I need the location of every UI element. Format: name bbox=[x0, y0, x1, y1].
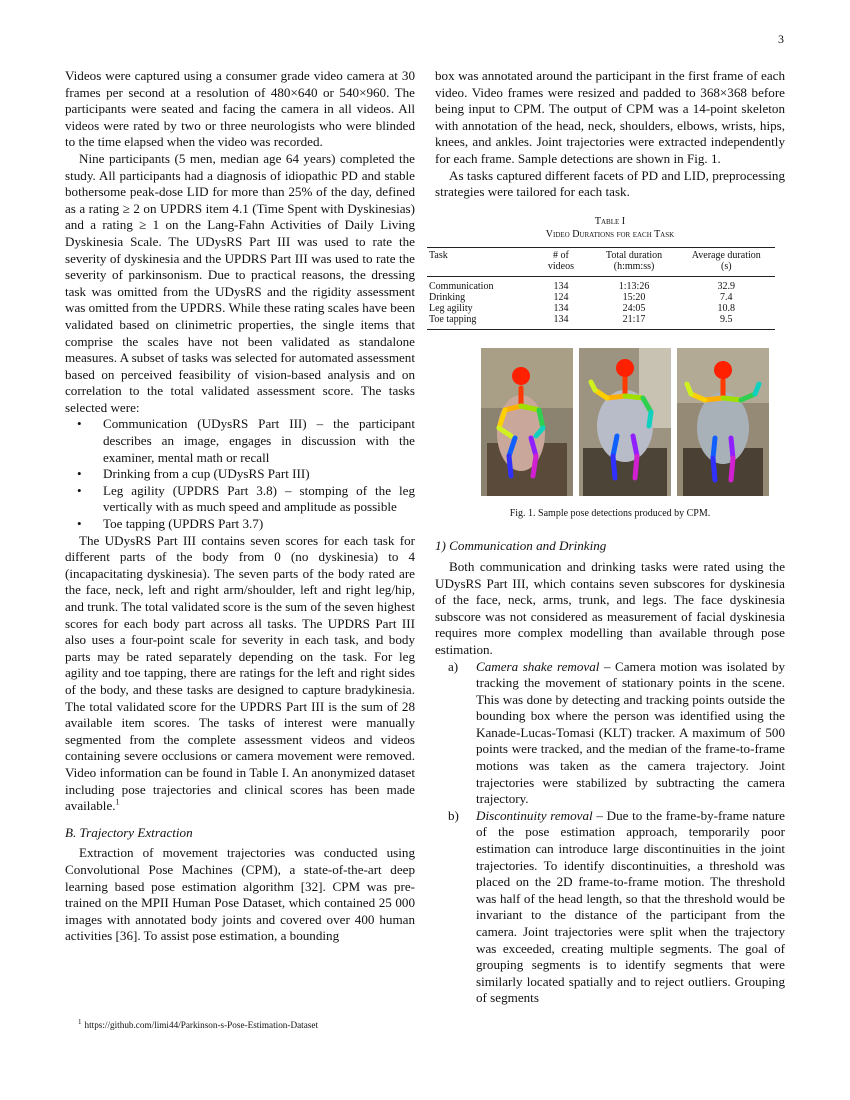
column-header: Average duration (s) bbox=[678, 247, 775, 276]
step-text: – Camera motion was isolated by tracking the movement of stationary points in the scene. This was done by detecting and tracking points outside the bounding box where the person was identified using the Kanade-Lucas-Tomasi (KLT) tracker. A maximum of 500 points were tracked, and the median of the frame-to-frame motions was taken as the camera trajectory. Joint trajectories were stabilized by subtracting the camera trajectory. bbox=[476, 658, 785, 807]
table-cell: Drinking bbox=[429, 291, 466, 303]
figure-1 bbox=[481, 348, 785, 496]
list-item: • Drinking from a cup (UDysRS Part III) bbox=[103, 466, 415, 483]
page-number: 3 bbox=[778, 32, 784, 46]
table-cell: 7.4 bbox=[720, 291, 733, 303]
footnote-link[interactable]: https://github.com/limi44/Parkinson-s-Pose-Estimation-Dataset bbox=[84, 1020, 318, 1031]
pose-photo-1 bbox=[481, 348, 573, 496]
section-heading: 1) Communication and Drinking bbox=[435, 538, 607, 554]
paragraph bbox=[65, 533, 415, 815]
table-row bbox=[427, 303, 775, 314]
column-header: # of videos bbox=[531, 247, 590, 276]
step-list bbox=[435, 659, 785, 1007]
table-cell: 10.8 bbox=[717, 302, 736, 314]
table-cell: 9.5 bbox=[678, 314, 775, 330]
paragraph: Extraction of movement trajectories was conducted using Convolutional Pose Machines (CPM), a state-of-the-art deep learning based pose estimation algorithm [32]. CPM was pre-trained on the MPII Human Pose Dataset, which contained 25 000 images with annotated body joints and covered over 400 human activities [36]. To assist pose estimation, a bounding bbox=[65, 845, 415, 944]
step-title: Discontinuity removal bbox=[476, 807, 593, 823]
paragraph: Videos were captured using a consumer grade video camera at 30 frames per second at a resolution of 480×640 or 540×960. The participants were seated and facing the camera in all videos. All videos were rated by two or three neurologists who were blinded to the time elapsed when the video was recorded. bbox=[65, 68, 415, 150]
pose-photo-3 bbox=[677, 348, 769, 496]
table-row bbox=[427, 292, 775, 303]
footnote-mark: 1 bbox=[115, 797, 120, 807]
table-cell: Toe tapping bbox=[427, 314, 531, 330]
column-header: Task bbox=[427, 247, 531, 276]
table-cell: 32.9 bbox=[717, 280, 736, 292]
footnote bbox=[78, 1018, 318, 1030]
pose-photo-2 bbox=[579, 348, 671, 496]
table-cell: 134 bbox=[553, 280, 569, 292]
table-header-row bbox=[427, 247, 775, 276]
footnote-mark: 1 bbox=[78, 1018, 82, 1026]
section-heading: B. Trajectory Extraction bbox=[65, 824, 193, 840]
step-title: Camera shake removal bbox=[476, 658, 600, 674]
paragraph: box was annotated around the participant in the first frame of each video. Video frames were resized and padded to 368×368 before being input to CPM. The output of CPM was a 14-point skeleton with annotation of the head, neck, shoulders, elbows, wrists, hips, knees, and ankles. Joint trajectories were extracted independently for each frame. Sample detections are shown in Fig. 1. bbox=[435, 68, 785, 166]
list-item bbox=[448, 658, 785, 808]
list-item bbox=[448, 807, 785, 1007]
list-label: a) bbox=[448, 658, 459, 674]
table-cell: 124 bbox=[553, 291, 569, 303]
paragraph-text: The UDysRS Part III contains seven scores for each task for different parts of the body from 0 (no dyskinesia) to 4 (incapacitating dyskinesia). The seven parts of the body rated are the face, neck, left and right arm/shoulder, left and right leg/hip, and trunk. The total validated score is the sum of the seven highest scores for each body part across all tasks. The UPDRS Part III also uses a four-point scale for severity in each task, and body parts may be rated separately depending on the task. For leg agility and toe tapping, there are ratings for the left and right sides of the body, and these tasks are designed to capture bradykinesia. The total validated score for the UPDRS Part III is the sum of 28 available item scores. The tasks of interest were manually segmented from the complete assessment videos and videos containing severe occlusions or camera movement were removed. Video information can be found in Table I. An anonymized dataset including pose trajectories and clinical scores has been made available. bbox=[65, 532, 415, 814]
table-cell: Communication bbox=[429, 280, 494, 292]
list-label: b) bbox=[448, 807, 459, 823]
table-cell: 24:05 bbox=[622, 302, 646, 314]
list-item: • Communication (UDysRS Part III) – the participant describes an image, engages in discussion with the examiner, mental math or recall bbox=[103, 416, 415, 466]
table-cell: 134 bbox=[531, 314, 590, 330]
table-cell: 15:20 bbox=[622, 291, 646, 303]
table-row bbox=[427, 276, 775, 292]
figure-caption: Fig. 1. Sample pose detections produced by CPM. bbox=[509, 507, 711, 519]
list-item: • Leg agility (UPDRS Part 3.8) – stomping of the leg vertically with as much speed and amplitude as possible bbox=[103, 483, 415, 516]
paragraph: As tasks captured different facets of PD and LID, preprocessing strategies were tailored for each task. bbox=[435, 167, 785, 200]
paragraph: Both communication and drinking tasks were rated using the UDysRS Part III, which contains seven subscores for dyskinesia of the face, neck, arms, trunk, and legs. The face dyskinesia subscore was not considered as measurement of facial dyskinesia requires more complex modelling than available through pose estimation. bbox=[435, 558, 785, 657]
paragraph: Nine participants (5 men, median age 64 years) completed the study. All participants had a diagnosis of idiopathic PD and stable bothersome peak-dose LID for more than 25% of the day, defined as a rating ≥ 2 on UPDRS item 4.1 (Time Spent with Dyskinesias) and a rating ≥ 1 on the Lang-Fahn Activities of Daily Living Dyskinesia Scale. The UDysRS Part III was used to rate the severity of dyskinesia and the UPDRS Part III was used to rate the severity of parkinsonism. Due to practical reasons, the dressing task was omitted from the UDysRS and the rigidity assessment was omitted from the UPDRS. While these rating scales have been validated based on clinimetric properties, the single items that comprise the scales have not been validated as standalone measures. A subset of tasks was selected for automated assessment based on perceived feasibility of vision-based analysis and on correlation to the total validated assessment score. The tasks selected were: bbox=[65, 150, 415, 415]
table-cell: 134 bbox=[553, 302, 569, 314]
left-column bbox=[65, 68, 415, 945]
table-cell: Leg agility bbox=[429, 302, 473, 314]
task-list bbox=[65, 416, 415, 532]
duration-table bbox=[427, 247, 775, 330]
table-cell: 1:13:26 bbox=[618, 280, 650, 292]
table-label: Table I bbox=[594, 215, 626, 227]
right-column bbox=[429, 68, 785, 1007]
column-header: Total duration (h:mm:ss) bbox=[591, 247, 678, 276]
table-cell: 21:17 bbox=[591, 314, 678, 330]
table-row bbox=[427, 314, 775, 330]
list-item: • Toe tapping (UPDRS Part 3.7) bbox=[103, 516, 415, 533]
table-caption bbox=[435, 215, 785, 241]
table-title: Video Durations for each Task bbox=[545, 228, 675, 240]
step-text: – Due to the frame-by-frame nature of the pose estimation approach, temporarily poor estimation can introduce large discontinuities in the joint trajectories. To identify discontinuities, a threshold was placed on the 2D frame-to-frame motion. The threshold was half of the head length, so that the threshold would be invariant to the distance of the participant from the camera. Joint trajectories were split when the trajectory was exceeded, creating multiple segments. The goal of grouping segments is to identify segments that were similarly located spatially and to reject outliers. Grouping of segments bbox=[476, 807, 785, 1006]
